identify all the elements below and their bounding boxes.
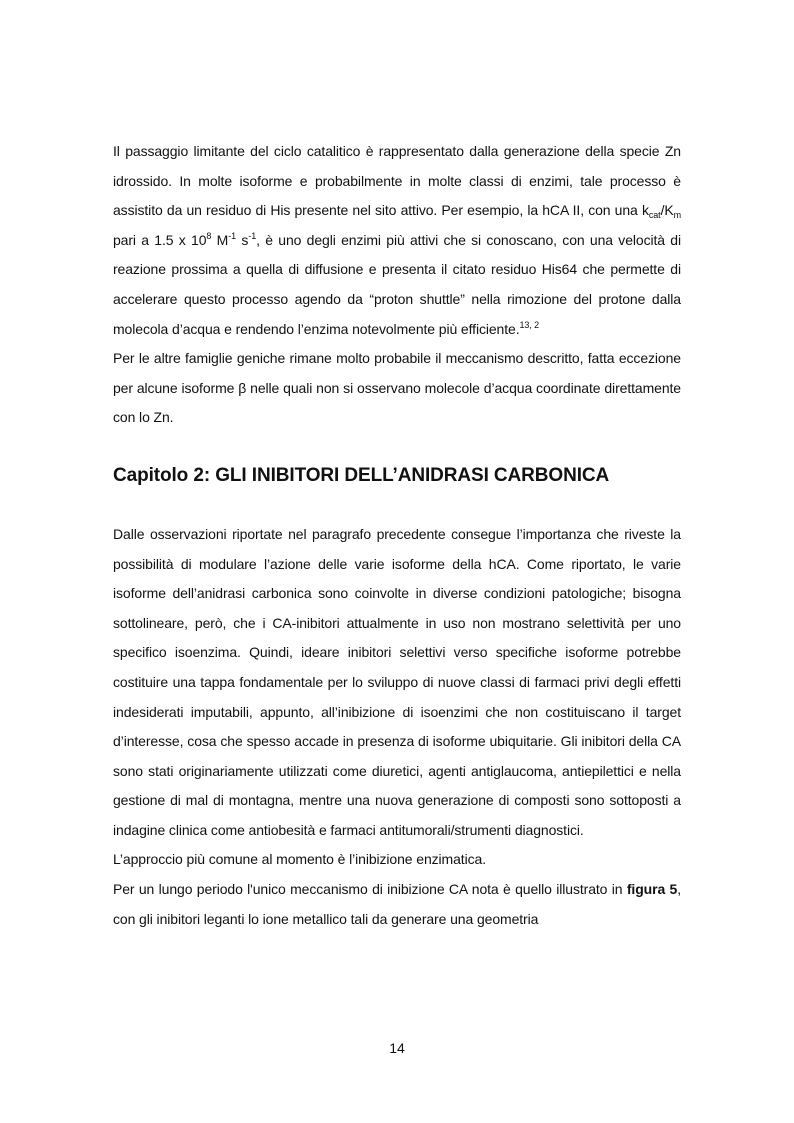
paragraph-text: pari a 1.5 x 10: [113, 231, 207, 248]
paragraph-text: s: [236, 231, 249, 248]
paragraph-mechanism: [113, 875, 681, 934]
subscript-m: m: [673, 210, 681, 221]
chapter-heading: Capitolo 2: GLI INIBITORI DELL’ANIDRASI CARBONICA: [113, 464, 610, 486]
superscript-exponent: -1: [228, 230, 237, 241]
paragraph-text: M: [211, 231, 229, 248]
paragraph-approach: L’approccio più comune al momento è l’inibizione enzimatica.: [113, 851, 486, 868]
citation-reference: 13, 2: [519, 319, 540, 330]
paragraph-gene-families: Per le altre famiglie geniche rimane molto probabile il meccanismo descritto, fatta eccezione per alcune isoforme β nelle quali non si osservano molecole d’acqua coordinate direttamente con lo Zn.: [113, 350, 681, 426]
paragraph-inhibitors: Dalle osservazioni riportate nel paragrafo precedente consegue l’importanza che riveste la possibilità di modulare l’azione delle varie isoforme della hCA. Come riportato, le varie isoforme dell’anidrasi carbonica sono coinvolte in diverse condizioni patologiche; bisogna sottolineare, però, che i CA-inibitori attualmente in uso non mostrano selettività per uno specifico isoenzima. Quindi, ideare inibitori selettivi verso specifiche isoforme potrebbe costituire una tappa fondamentale per lo sviluppo di nuove classi di farmaci privi degli effetti indesiderati imputabili, appunto, all’inibizione di isoenzimi che non costituiscano il target d’interesse, cosa che spesso accade in presenza di isoforme ubiquitarie. Gli inibitori della CA sono stati originariamente utilizzati come diuretici, agenti antiglaucoma, antiepilettici e nella gestione di mal di montagna, mentre una nuova generazione di composti sono sottoposti a indagine clinica come antiobesità e farmaci antitumorali/strumenti diagnostici.: [113, 525, 681, 838]
figure-reference: figura 5: [626, 881, 678, 898]
page-body: [113, 137, 681, 934]
paragraph-catalytic-step: [113, 137, 681, 344]
superscript-exponent: 8: [206, 230, 212, 241]
superscript-exponent: -1: [248, 230, 257, 241]
paragraph-text: Il passaggio limitante del ciclo catalitico è rappresentato dalla generazione della specie Zn idrossido. In molte isoforme e probabilmente in molte classi di enzimi, tale processo è assistito da un residuo di His presente nel sito attivo. Per esempio, la hCA II, con una k: [113, 143, 681, 219]
paragraph-text: Per un lungo periodo l'unico meccanismo di inibizione CA nota è quello illustrato in: [113, 881, 627, 898]
paragraph-text: , con gli inibitori leganti lo ione metallico tali da generare una geometria: [113, 881, 682, 927]
paragraph-text: , è uno degli enzimi più attivi che si conoscano, con una velocità di reazione prossima a quella di diffusione e presenta il citato residuo His64 che permette di accelerare questo processo agendo da “proton shuttle” nella rimozione del protone dalla molecola d’acqua e rendendo l’enzima notevolmente più efficiente.: [113, 231, 681, 337]
paragraph-text: /K: [660, 202, 674, 219]
subscript-cat: cat: [648, 210, 661, 221]
page-number: 14: [389, 1040, 405, 1056]
